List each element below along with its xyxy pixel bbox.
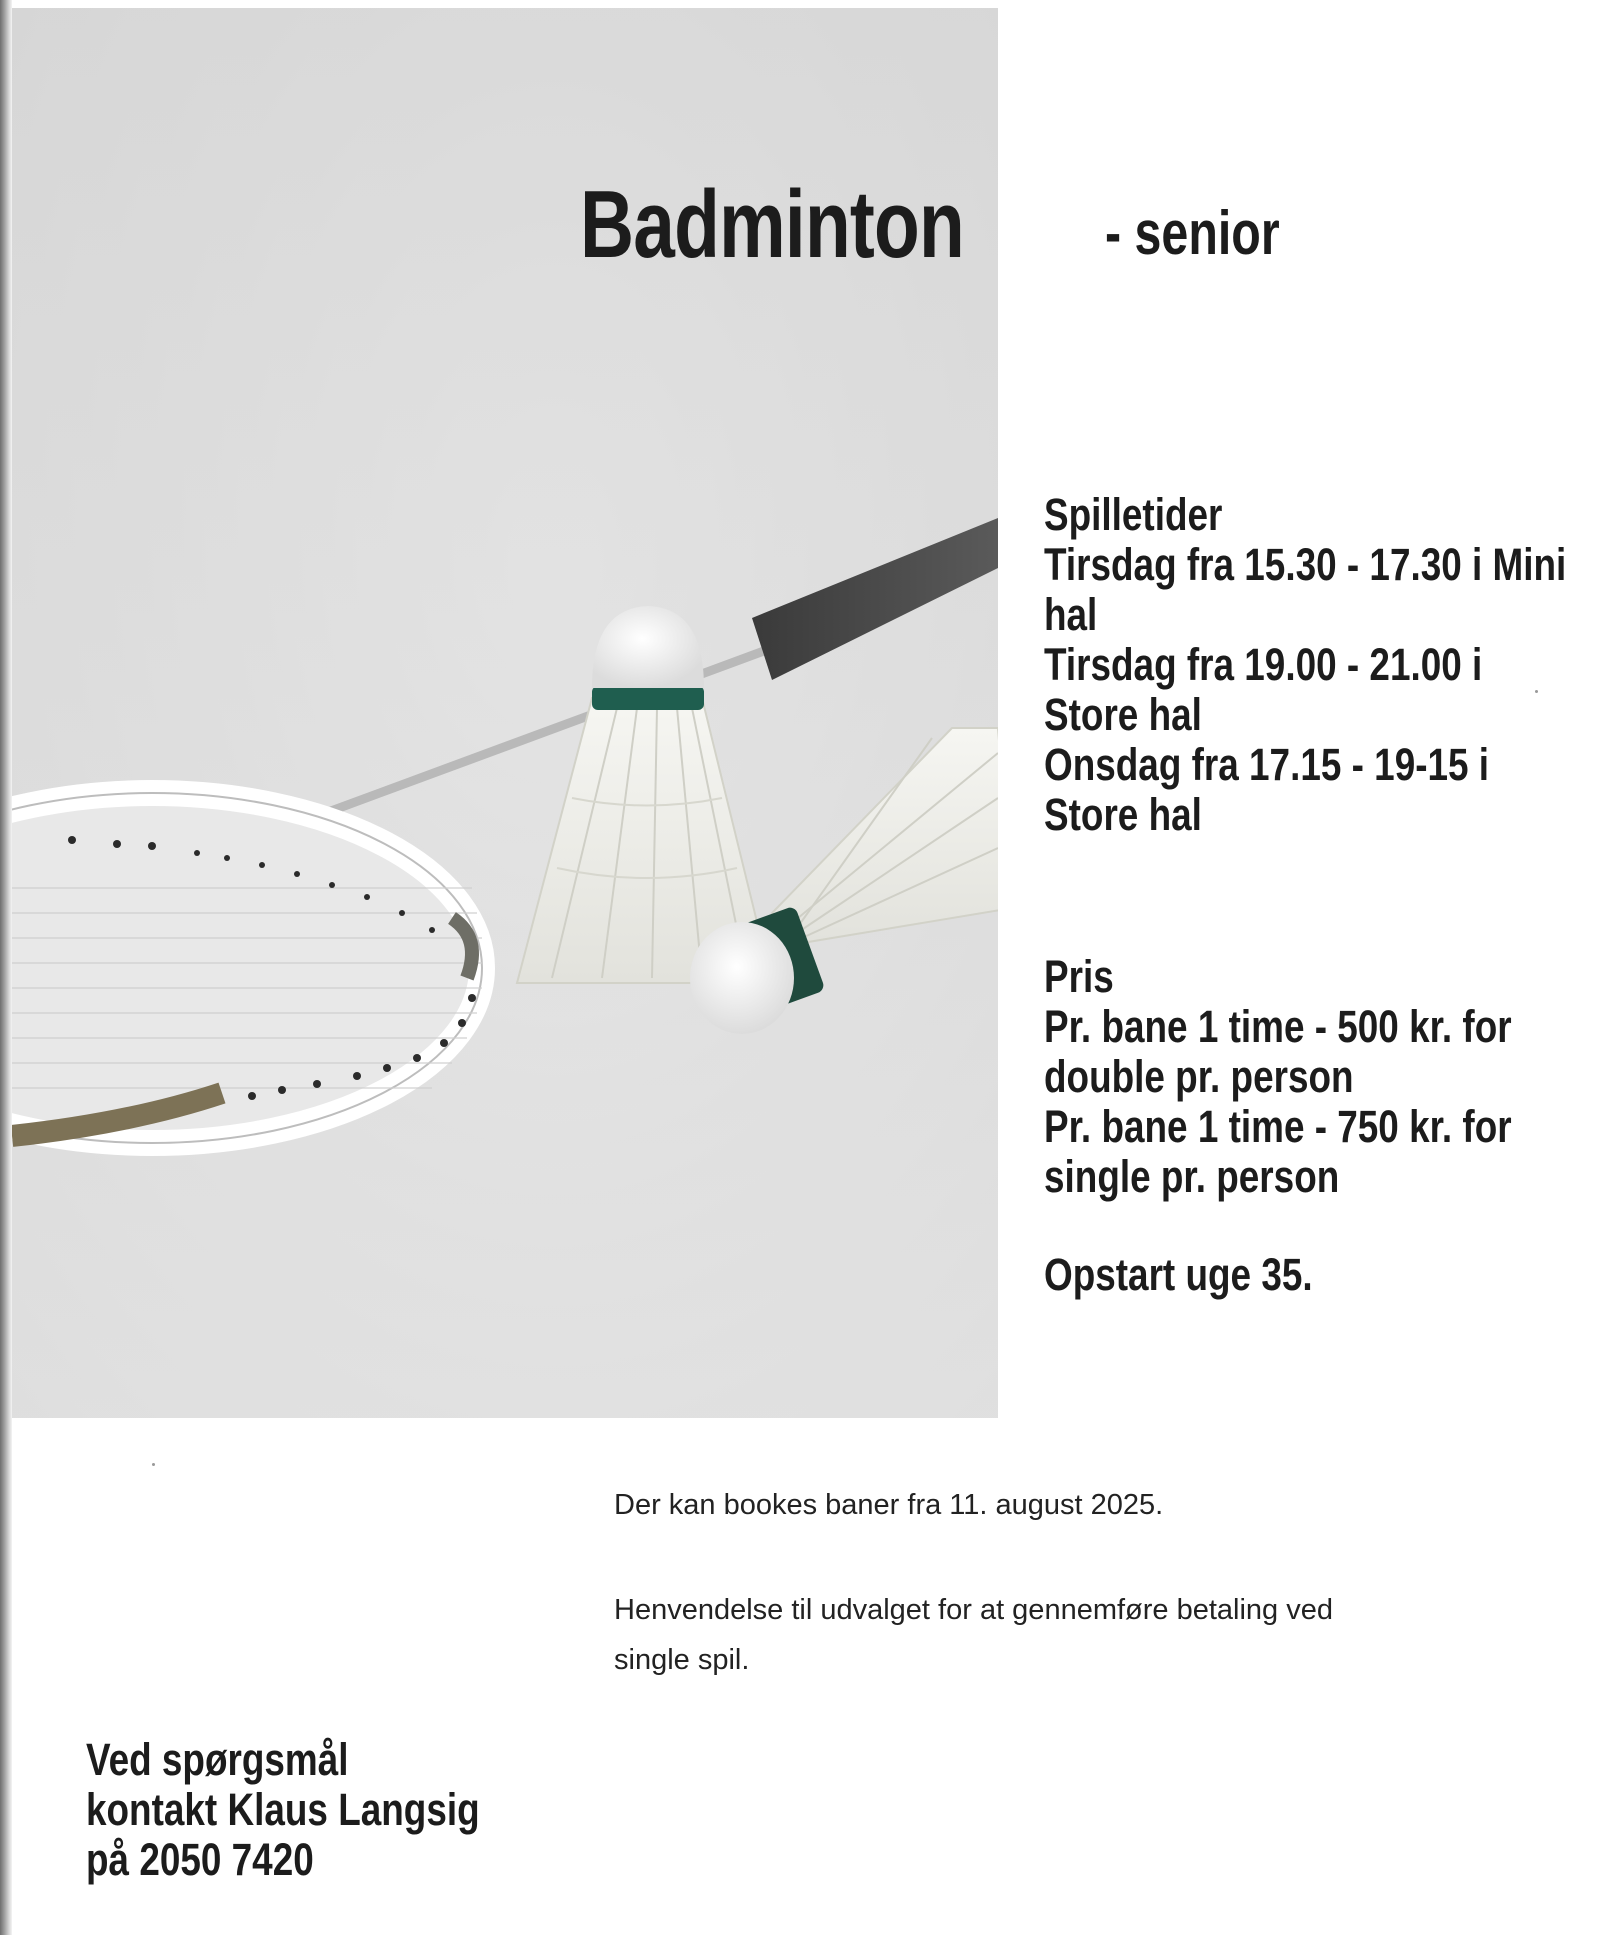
title-sub: - senior bbox=[1105, 199, 1280, 268]
contact-line: kontakt Klaus Langsig bbox=[86, 1784, 480, 1835]
booking-notice: Der kan bookes baner fra 11. august 2025. bbox=[614, 1489, 1164, 1521]
contact-line: på 2050 7420 bbox=[86, 1834, 314, 1885]
schedule-line: Tirsdag fra 15.30 - 17.30 i Mini bbox=[1044, 539, 1567, 590]
price-line: Pr. bane 1 time - 500 kr. for bbox=[1044, 1001, 1512, 1052]
price-line: Pr. bane 1 time - 750 kr. for bbox=[1044, 1101, 1512, 1152]
price-line: single pr. person bbox=[1044, 1151, 1340, 1202]
racket-head bbox=[12, 793, 482, 1143]
poster-title bbox=[580, 170, 1280, 280]
price-line: double pr. person bbox=[1044, 1051, 1354, 1102]
price-section bbox=[1044, 951, 1512, 1202]
contact-line: Ved spørgsmål bbox=[86, 1734, 349, 1785]
schedule-line: Store hal bbox=[1044, 689, 1202, 740]
schedule-line: Onsdag fra 17.15 - 19-15 i bbox=[1044, 739, 1490, 790]
schedule-heading: Spilletider bbox=[1044, 489, 1223, 540]
start-text: Opstart uge 35. bbox=[1044, 1249, 1313, 1300]
payment-line: Henvendelse til udvalget for at gennemføre betaling ved bbox=[614, 1594, 1333, 1626]
contact-info bbox=[86, 1735, 480, 1885]
schedule-line: Store hal bbox=[1044, 789, 1202, 840]
payment-line: single spil. bbox=[614, 1644, 750, 1676]
start-notice bbox=[1044, 1250, 1470, 1300]
scan-speck bbox=[1535, 690, 1538, 693]
schedule-line: Tirsdag fra 19.00 - 21.00 i bbox=[1044, 639, 1483, 690]
payment-notice bbox=[614, 1585, 1514, 1685]
schedule-line: hal bbox=[1044, 589, 1098, 640]
price-heading: Pris bbox=[1044, 951, 1114, 1002]
schedule-section bbox=[1044, 489, 1567, 840]
title-main: Badminton bbox=[580, 171, 964, 278]
scan-page-edge bbox=[0, 0, 12, 1935]
scan-speck bbox=[152, 1463, 155, 1466]
